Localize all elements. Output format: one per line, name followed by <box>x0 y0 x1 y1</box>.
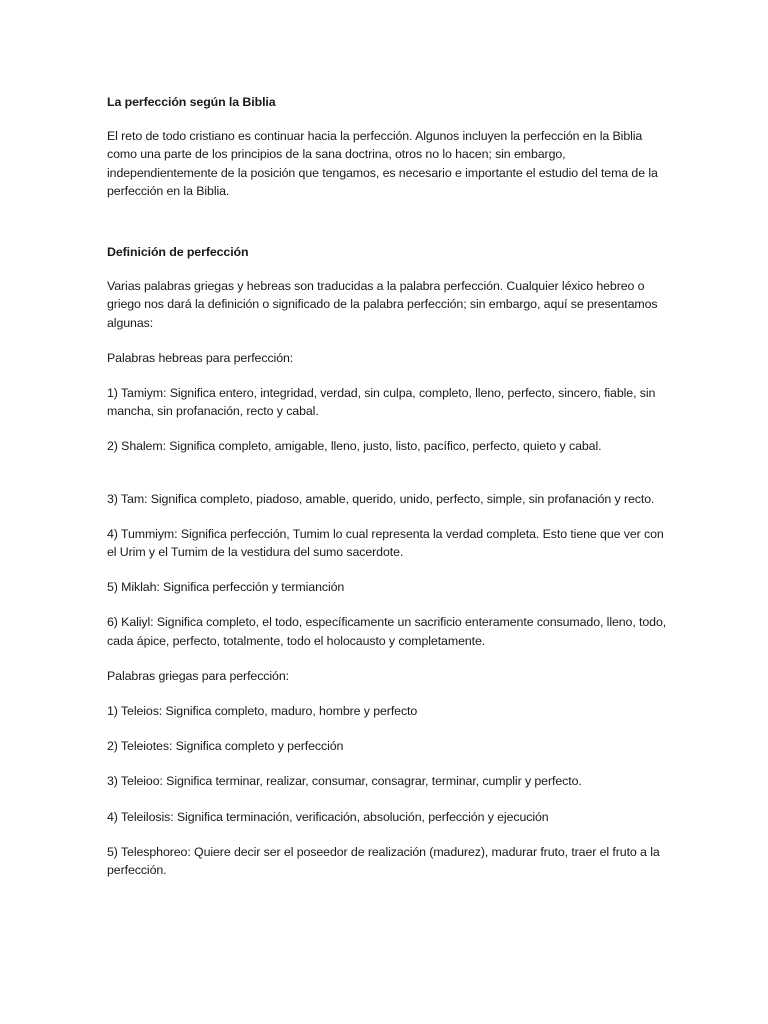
hebrew-item: 4) Tummiym: Significa perfección, Tumim lo cual representa la verdad completa. Esto tiene que ver con el Urim y el Tumim de la vestidura del sumo sacerdote. <box>107 526 664 560</box>
hebrew-item: 6) Kaliyl: Significa completo, el todo, específicamente un sacrificio enteramente consumado, lleno, todo, cada ápice, perfecto, totalmente, todo el holocausto y completamente. <box>107 615 667 648</box>
hebrew-item: 1) Tamiym: Significa entero, integridad, verdad, sin culpa, completo, lleno, perfecto, sincero, fiable, sin mancha, sin profanación, recto y cabal. <box>107 386 656 419</box>
hebrew-item: 2) Shalem: Significa completo, amigable, lleno, justo, listo, pacífico, perfecto, quieto y cabal. <box>107 439 602 454</box>
section-intro-paragraph: Varias palabras griegas y hebreas son traducidas a la palabra perfección. Cualquier léxico hebreo o griego nos dará la definición o significado de la palabra perfección; sin embargo, aquí se presentamos algunas: <box>107 279 658 330</box>
greek-item: 1) Teleios: Significa completo, maduro, hombre y perfecto <box>107 704 418 719</box>
greek-words-heading: Palabras griegas para perfección: <box>107 668 289 683</box>
document-page <box>107 93 667 879</box>
document-title: La perfección según la Biblia <box>107 95 276 109</box>
hebrew-words-heading: Palabras hebreas para perfección: <box>107 350 294 365</box>
greek-item: 2) Teleiotes: Significa completo y perfección <box>107 739 344 754</box>
greek-item: 4) Teleilosis: Significa terminación, verificación, absolución, perfección y ejecución <box>107 809 549 824</box>
section-heading: Definición de perfección <box>107 245 249 260</box>
greek-item: 5) Telesphoreo: Quiere decir ser el poseedor de realización (madurez), madurar fruto, traer el fruto a la perfección. <box>107 844 660 878</box>
greek-item: 3) Teleioo: Significa terminar, realizar, consumar, consagrar, terminar, cumplir y perfecto. <box>107 774 582 789</box>
hebrew-item: 5) Miklah: Significa perfección y termianción <box>107 580 345 595</box>
intro-paragraph: El reto de todo cristiano es continuar hacia la perfección. Algunos incluyen la perfección en la Biblia como una parte de los principios de la sana doctrina, otros no lo hacen; sin embargo, independientemente de la posición que tengamos, es necesario e importante el estudio del tema de la perfección en la Biblia. <box>107 129 658 198</box>
hebrew-item: 3) Tam: Significa completo, piadoso, amable, querido, unido, perfecto, simple, sin profanación y recto. <box>107 491 655 506</box>
